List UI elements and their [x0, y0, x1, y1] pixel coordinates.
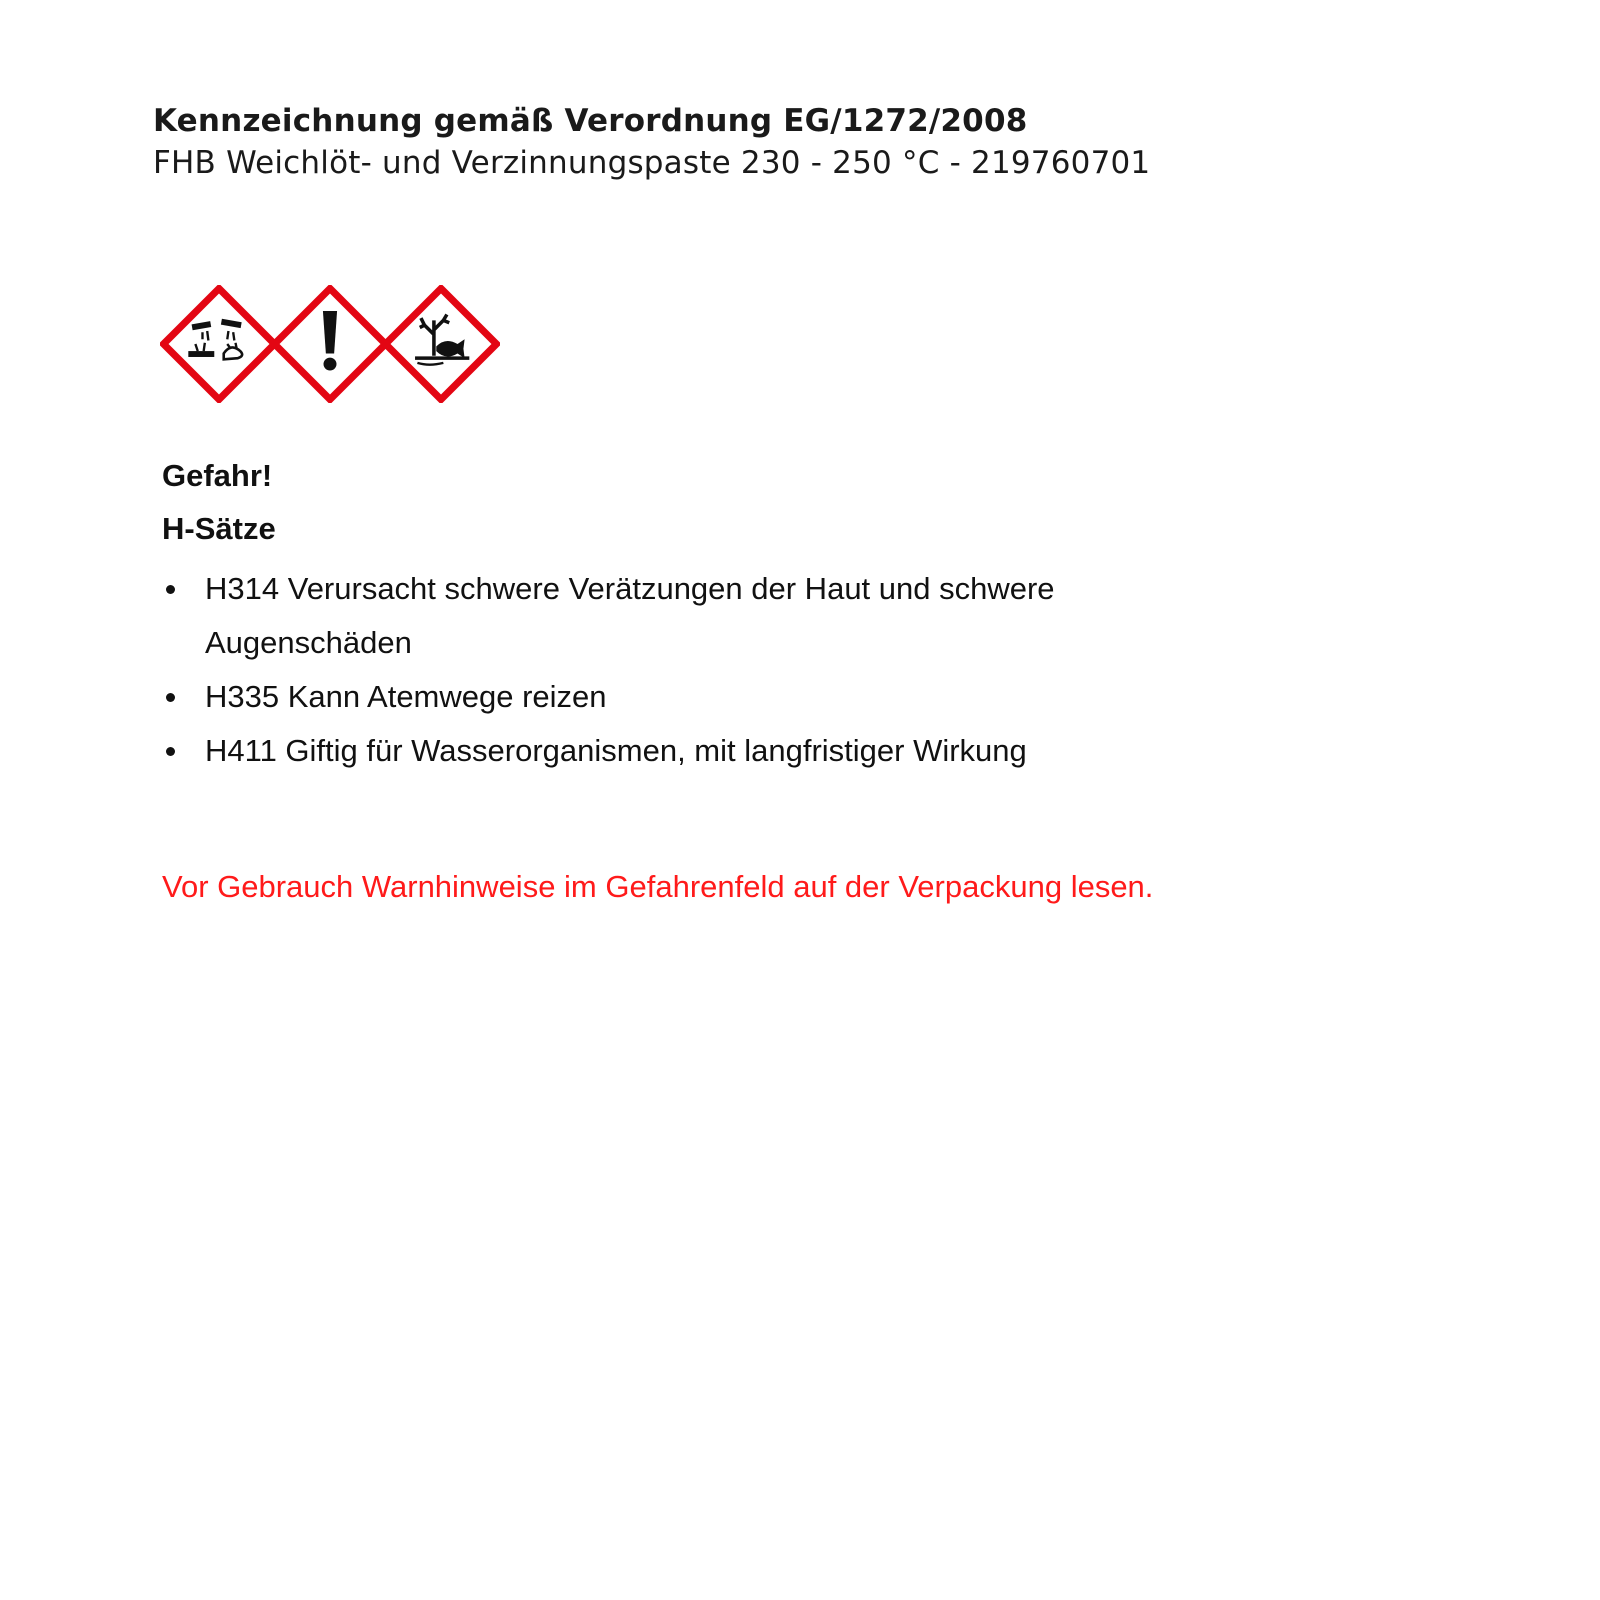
h-statement-text: H411 Giftig für Wasserorganismen, mit langfristiger Wirkung — [205, 733, 1027, 768]
page-title: Kennzeichnung gemäß Verordnung EG/1272/2008 — [153, 103, 1028, 139]
ghs-pictograms — [160, 285, 500, 403]
ghs07-exclamation-mark-icon — [271, 285, 389, 403]
list-item — [162, 724, 1162, 778]
list-item — [162, 670, 1162, 724]
bullet — [166, 693, 175, 702]
h-statements-heading: H-Sätze — [162, 511, 276, 546]
bullet — [166, 585, 175, 594]
ghs05-corrosion-icon — [160, 285, 278, 403]
signal-word: Gefahr! — [162, 458, 273, 493]
h-statement-text: H314 Verursacht schwere Verätzungen der Haut und schwere Augenschäden — [205, 571, 1055, 660]
bullet — [166, 747, 175, 756]
ghs09-environment-icon — [382, 285, 500, 403]
h-statement-text: H335 Kann Atemwege reizen — [205, 679, 607, 714]
h-statements-list — [162, 562, 1162, 778]
product-subtitle: FHB Weichlöt- und Verzinnungspaste 230 - 250 °C - 219760701 — [153, 145, 1151, 181]
warning-note: Vor Gebrauch Warnhinweise im Gefahrenfeld auf der Verpackung lesen. — [162, 869, 1154, 904]
list-item — [162, 562, 1162, 670]
